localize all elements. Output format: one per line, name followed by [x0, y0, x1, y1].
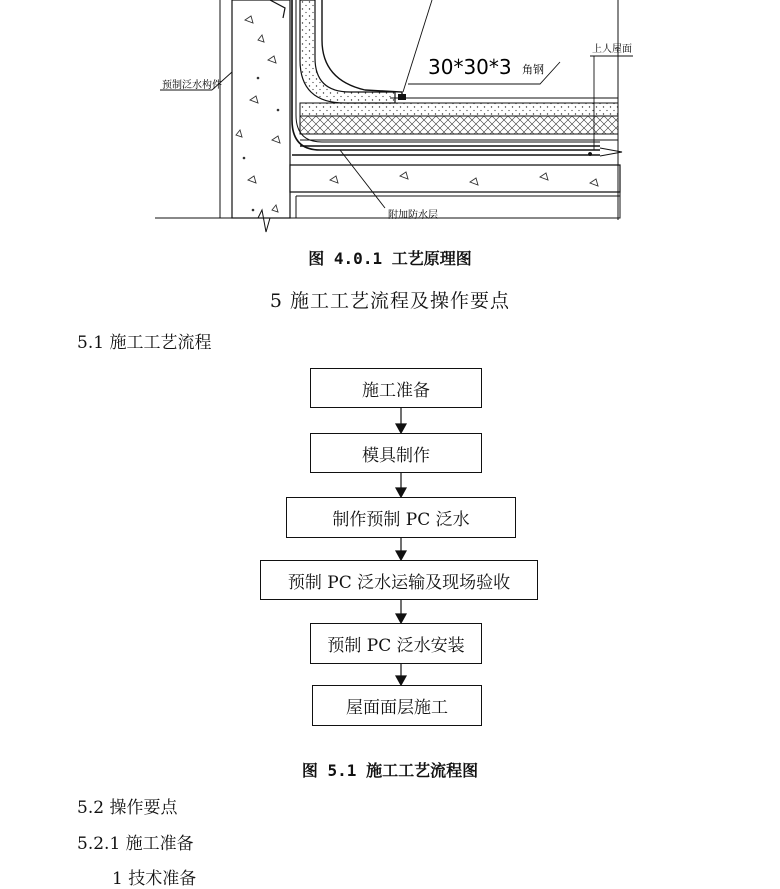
section5-title: 5 施工工艺流程及操作要点 [269, 290, 511, 312]
flow-step-make-precast-flashing: 制作预制 PC 泛水 [286, 497, 516, 538]
flow-step-installation: 预制 PC 泛水安装 [310, 623, 482, 664]
flow-step-preparation: 施工准备 [310, 368, 482, 408]
item1-title: 1 技术准备 [112, 869, 197, 889]
sub521-title: 5.2.1 施工准备 [77, 834, 194, 854]
flow-step-transport-inspection: 预制 PC 泛水运输及现场验收 [260, 560, 538, 600]
figure1-caption: 图 4.0.1 工艺原理图 [308, 249, 472, 268]
sub51-title: 5.1 施工工艺流程 [77, 333, 212, 353]
label-angle-steel: 30*30*3 [428, 55, 512, 79]
label-angle-steel-suffix: 角钢 [522, 63, 544, 76]
flow-step-roof-surface: 屋面面层施工 [312, 685, 482, 726]
figure2-caption: 图 5.1 施工工艺流程图 [301, 761, 479, 780]
flow-step-mold-making: 模具制作 [310, 433, 482, 473]
label-flashing-part: 预制泛水构件 [162, 80, 222, 91]
label-roof: 上人屋面 [592, 44, 632, 55]
label-waterproof-layer: 附加防水层 [388, 210, 438, 221]
sub52-title: 5.2 操作要点 [77, 798, 178, 818]
